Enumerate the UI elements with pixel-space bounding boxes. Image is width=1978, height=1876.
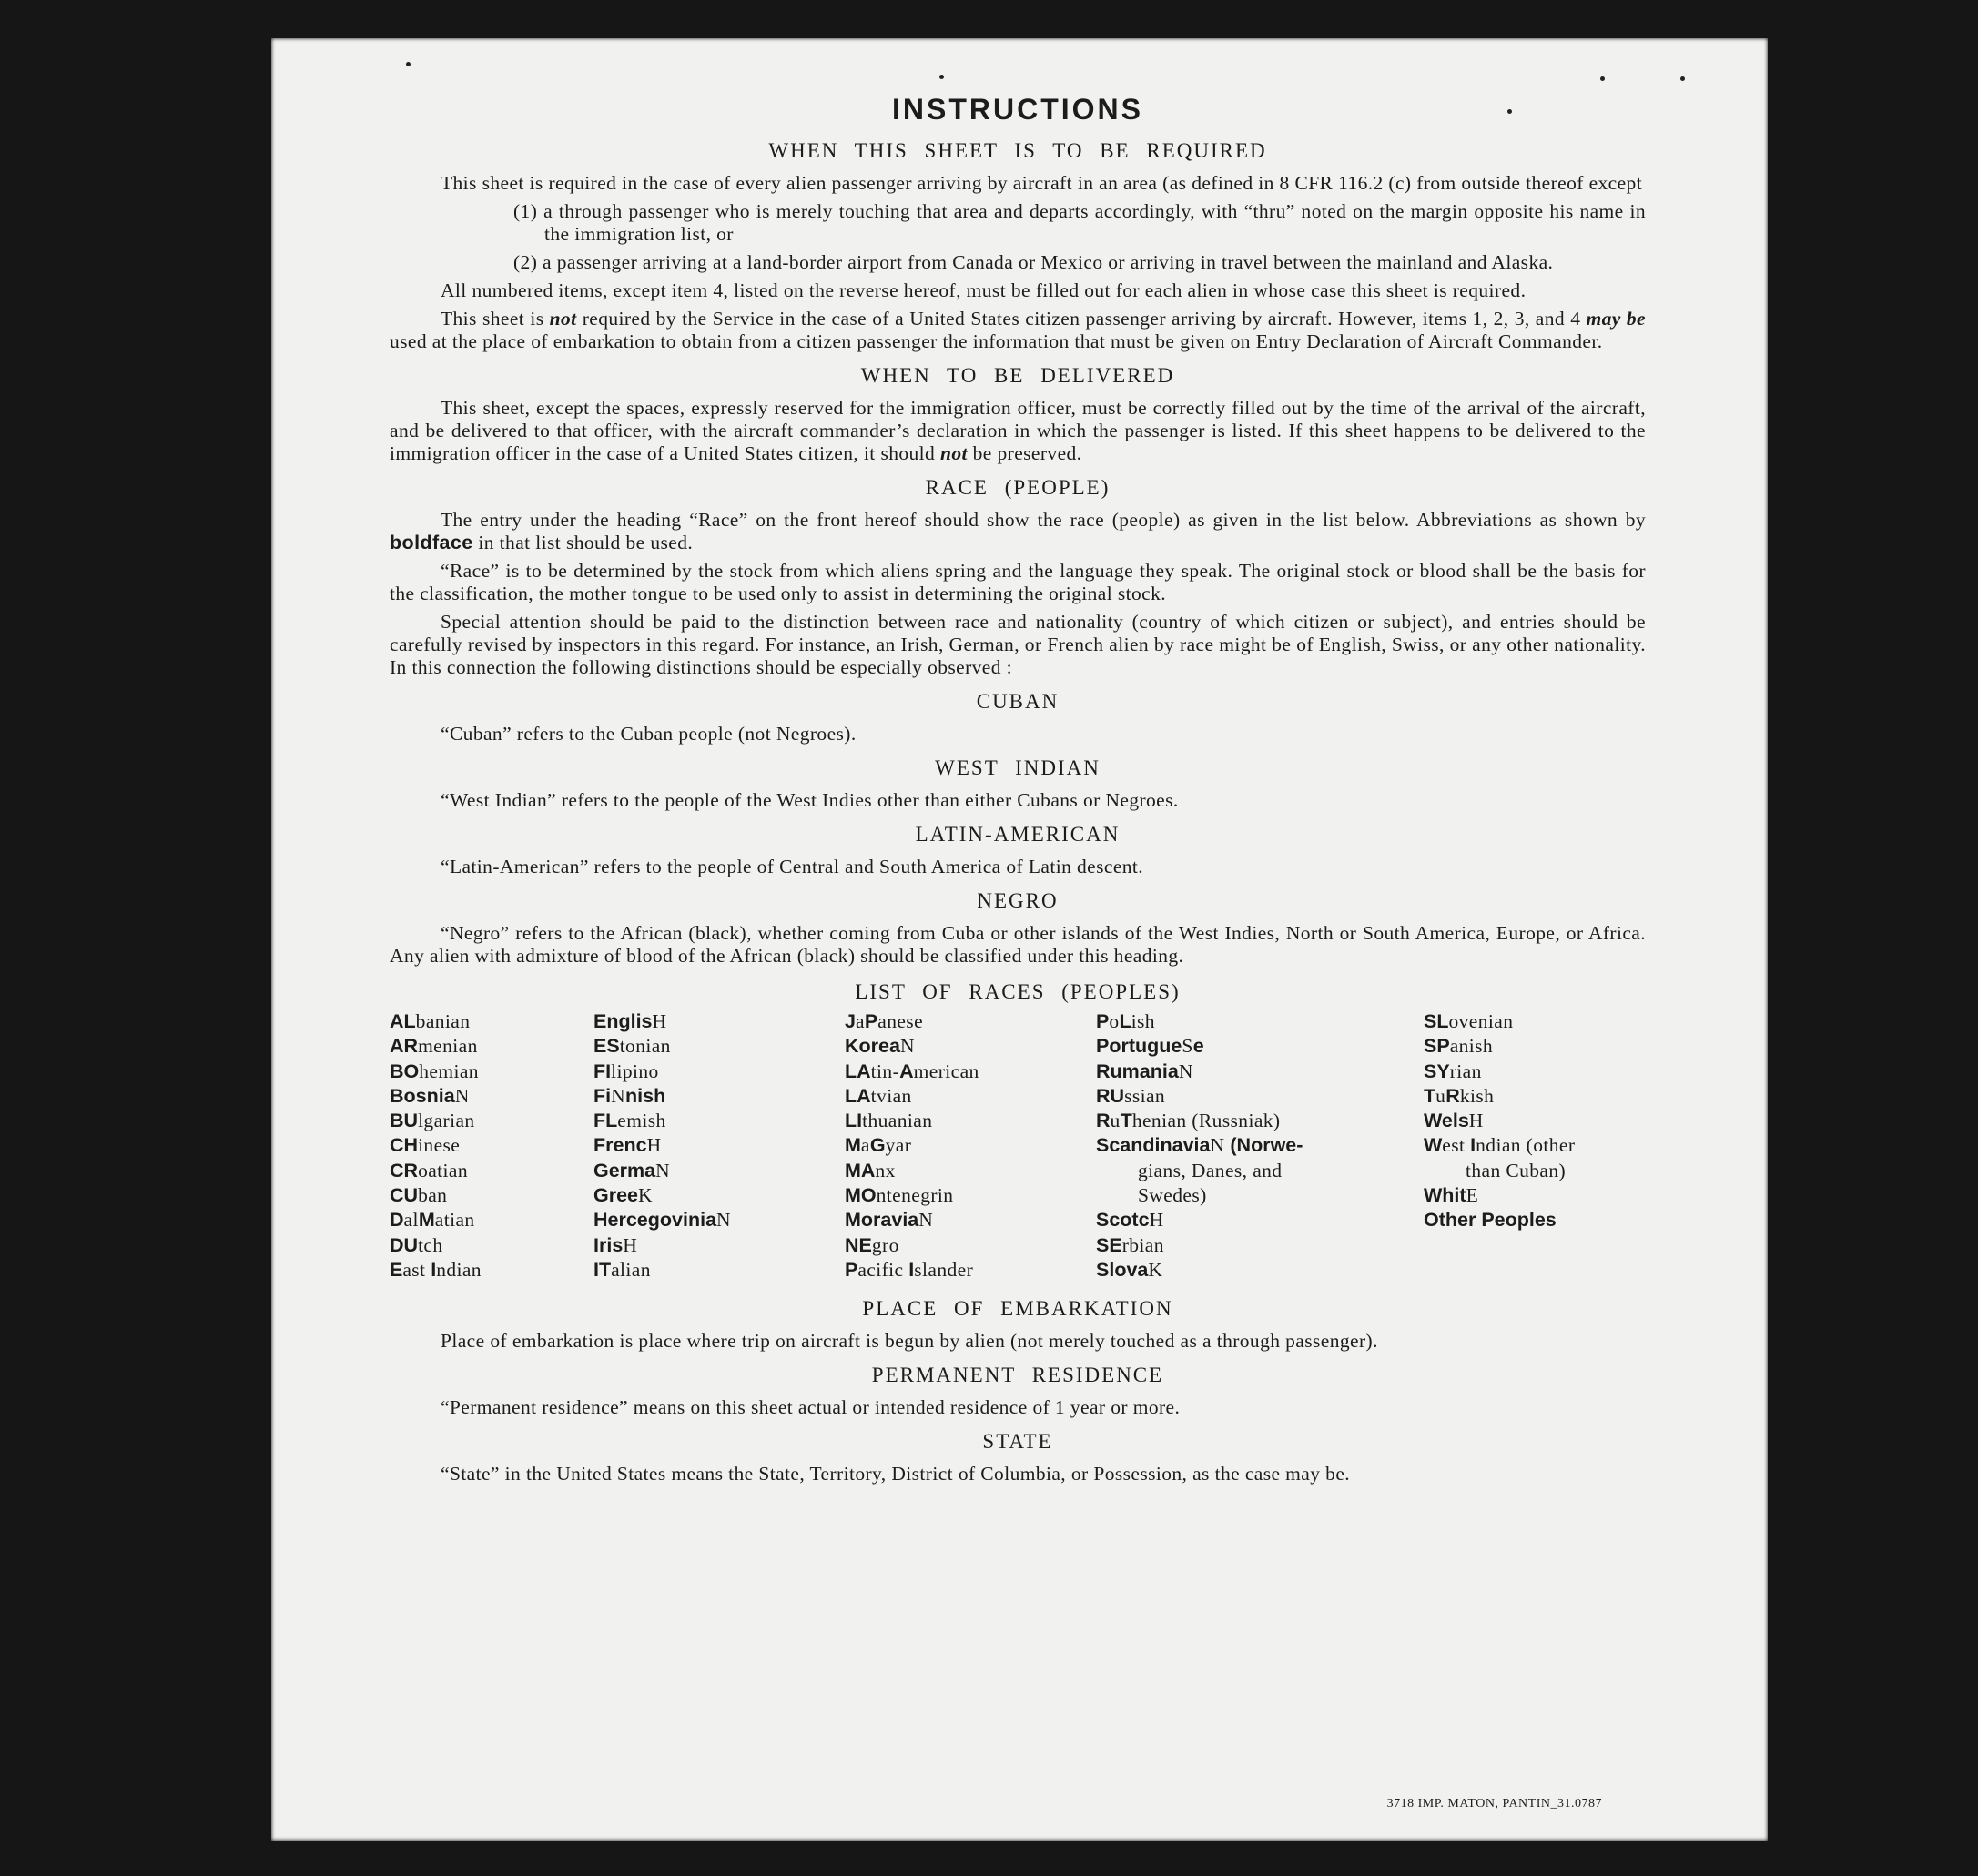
race-text: acific	[857, 1258, 909, 1281]
race-entry	[1424, 1183, 1575, 1208]
race-entry	[1096, 1258, 1303, 1283]
race-entry	[1424, 1060, 1575, 1084]
race-abbrev: R	[1096, 1110, 1111, 1132]
race-text: henian (Russniak)	[1131, 1110, 1281, 1132]
race-text: ntenegrin	[876, 1184, 954, 1207]
heading-negro: NEGRO	[977, 889, 1059, 912]
race-abbrev: P	[864, 1010, 878, 1032]
race-entry	[845, 1233, 979, 1258]
race-entry	[390, 1109, 482, 1133]
boldface-word: boldface	[390, 532, 473, 553]
race-text: ast	[402, 1258, 431, 1281]
races-list	[390, 1009, 1646, 1286]
race-text: est	[1442, 1134, 1471, 1157]
race-abbrev: L	[1119, 1010, 1131, 1032]
race-text: u	[1110, 1110, 1121, 1132]
race-abbrev: FI	[593, 1060, 612, 1082]
race-entry	[593, 1159, 731, 1183]
punch-mark	[406, 62, 411, 66]
race-entry	[845, 1208, 979, 1232]
emphasis-not: not	[939, 442, 968, 464]
punch-mark	[939, 75, 944, 79]
printer-imprint: 3718 IMP. MATON, PANTIN_31.0787	[1386, 1797, 1602, 1810]
race-abbrev: W	[1424, 1134, 1443, 1157]
race-text: Swedes)	[1138, 1184, 1207, 1207]
race-entry	[845, 1084, 979, 1109]
race-entry	[1096, 1208, 1303, 1232]
emphasis-not: not	[549, 308, 577, 330]
race-abbrev: G	[869, 1134, 886, 1157]
race-text: kish	[1459, 1084, 1495, 1107]
race-text: than Cuban)	[1466, 1159, 1567, 1181]
race-entry	[1424, 1034, 1575, 1059]
race-entry	[593, 1060, 731, 1084]
race-abbrev: Slova	[1096, 1258, 1149, 1281]
race-entry	[1424, 1109, 1575, 1133]
race-abbrev: BO	[390, 1060, 420, 1082]
race-text: H	[1149, 1209, 1164, 1232]
race-abbrev: NE	[845, 1233, 872, 1256]
race-abbrev: Moravia	[845, 1209, 919, 1232]
race-abbrev: D	[390, 1209, 404, 1232]
punch-mark	[1680, 76, 1685, 81]
race-abbrev: BU	[390, 1110, 419, 1132]
emphasis-may-be: may be	[1586, 308, 1646, 330]
race-entry	[390, 1233, 482, 1258]
races-column-5	[1424, 1009, 1575, 1233]
race-entry	[1096, 1183, 1303, 1208]
race-entry	[1424, 1084, 1575, 1109]
race-abbrev: P	[1096, 1010, 1110, 1032]
paragraph-required-2: All numbered items, except item 4, listed on the reverse hereof, must be filled out for each alien in whose case this sheet is required.	[441, 279, 1527, 301]
race-abbrev: Gree	[593, 1184, 639, 1207]
race-abbrev: Portugue	[1096, 1035, 1182, 1058]
race-text: tch	[418, 1233, 443, 1256]
race-abbrev: e	[1192, 1035, 1204, 1058]
race-entry	[390, 1060, 482, 1084]
race-text: E	[1466, 1184, 1479, 1207]
race-text: K	[638, 1184, 653, 1207]
race-abbrev: Wels	[1424, 1110, 1469, 1132]
paragraph-text: be preserved.	[967, 442, 1082, 464]
paragraph-race-1	[390, 509, 1646, 554]
race-abbrev: DU	[390, 1233, 419, 1256]
race-text: inese	[418, 1134, 461, 1157]
race-text: N	[1178, 1060, 1193, 1082]
race-text: al	[403, 1209, 419, 1232]
race-text: alian	[611, 1258, 651, 1281]
paragraph-state: “State” in the United States means the State, Territory, District of Columbia, or Possession, as the case may be.	[441, 1463, 1351, 1485]
race-text: N	[1210, 1134, 1225, 1157]
race-text: gians, Danes, and	[1138, 1159, 1283, 1181]
race-abbrev: Rumania	[1096, 1060, 1179, 1082]
race-text: ndian	[436, 1258, 482, 1281]
race-entry	[1096, 1060, 1303, 1084]
paragraph-text: This sheet, except the spaces, expressly reserved for the immigration officer, must be correctly filled out by the time of the arrival of the aircraft, and be delivered to that officer, with the aircraft commander’s declaration in which the passenger is listed. If this sheet happens to be delivered to the immigration officer in the case of a United States citizen, it should	[390, 397, 1646, 464]
heading-cuban: CUBAN	[976, 690, 1060, 713]
race-entry	[845, 1183, 979, 1208]
race-text: banian	[415, 1010, 471, 1032]
paragraph-text: required by the Service in the case of a United States citizen passenger arriving by aircraft. However, items 1, 2, 3, and 4	[576, 308, 1587, 330]
race-entry	[1096, 1034, 1303, 1059]
race-abbrev: I	[431, 1258, 437, 1281]
race-entry	[845, 1258, 979, 1283]
race-text: N	[716, 1209, 731, 1232]
race-entry	[593, 1208, 731, 1232]
race-abbrev: RU	[1096, 1084, 1125, 1107]
race-abbrev: Fi	[593, 1084, 612, 1107]
race-entry	[390, 1159, 482, 1183]
race-text: merican	[913, 1060, 979, 1082]
races-column-4	[1096, 1009, 1303, 1283]
race-text: H	[646, 1134, 662, 1157]
race-text: ndian (other	[1476, 1134, 1576, 1157]
race-entry	[593, 1084, 731, 1109]
race-entry	[1424, 1009, 1575, 1034]
race-text: anish	[1449, 1035, 1494, 1058]
races-column-1	[390, 1009, 482, 1283]
race-abbrev: Germa	[593, 1159, 656, 1181]
race-text: N	[899, 1035, 915, 1058]
race-abbrev: MA	[845, 1159, 876, 1181]
race-entry	[1096, 1159, 1303, 1183]
paragraph-cuban: “Cuban” refers to the Cuban people (not Negroes).	[441, 723, 857, 745]
race-entry	[390, 1258, 482, 1283]
race-abbrev: J	[845, 1010, 856, 1032]
race-text: yar	[885, 1134, 912, 1157]
race-entry	[390, 1183, 482, 1208]
paragraph-text: used at the place of embarkation to obtain from a citizen passenger the information that must be given on Entry Declaration of Aircraft Commander.	[390, 330, 1603, 352]
heading-when-delivered: WHEN TO BE DELIVERED	[860, 364, 1175, 387]
race-entry	[593, 1258, 731, 1283]
race-text: lgarian	[418, 1110, 475, 1132]
race-abbrev: SY	[1424, 1060, 1450, 1082]
race-abbrev: LA	[845, 1084, 871, 1107]
paragraph-text: in that list should be used.	[472, 532, 694, 553]
exception-item-1: (1) a through passenger who is merely touching that area and departs accordingly, with “thru” noted on the margin opposite his name in the immigration list, or	[513, 200, 1646, 245]
race-text: slander	[914, 1258, 974, 1281]
paragraph-race-2: “Race” is to be determined by the stock from which aliens spring and the language they speak. The original stock or blood shall be the basis for the classification, the mother tongue to be used only to assist in determining the original stock.	[390, 560, 1646, 604]
race-text: u	[1435, 1084, 1446, 1107]
race-abbrev: FL	[593, 1110, 618, 1132]
race-text: emish	[617, 1110, 666, 1132]
race-entry	[1424, 1159, 1575, 1183]
race-text: a	[855, 1010, 865, 1032]
race-text: lipino	[611, 1060, 659, 1082]
race-entry	[1424, 1208, 1575, 1232]
race-entry	[1424, 1133, 1575, 1158]
race-abbrev: Whit	[1424, 1184, 1466, 1207]
race-text: nx	[875, 1159, 896, 1181]
paragraph-text: This sheet is	[441, 308, 550, 330]
race-entry	[390, 1034, 482, 1059]
heading-race: RACE (PEOPLE)	[925, 476, 1111, 499]
race-abbrev: CU	[390, 1184, 419, 1207]
paragraph-required-1: This sheet is required in the case of every alien passenger arriving by aircraft in an area (as defined in 8 CFR 116.2 (c) from outside thereof except	[441, 172, 1643, 194]
race-entry	[593, 1183, 731, 1208]
race-text: anese	[877, 1010, 924, 1032]
paragraph-text: The entry under the heading “Race” on the front hereof should show the race (people) as given in the list below. Abbreviations as shown by	[441, 509, 1646, 531]
race-entry	[1096, 1084, 1303, 1109]
race-text: ish	[1131, 1010, 1155, 1032]
race-abbrev: AL	[390, 1010, 416, 1032]
races-column-2	[593, 1009, 731, 1283]
race-abbrev: LI	[845, 1110, 863, 1132]
race-text: N	[611, 1084, 626, 1107]
race-text: tonian	[619, 1035, 671, 1058]
race-entry	[845, 1133, 979, 1158]
paragraph-latin-american: “Latin-American” refers to the people of Central and South America of Latin descent.	[441, 856, 1144, 877]
race-abbrev: Bosnia	[390, 1084, 455, 1107]
race-entry	[390, 1133, 482, 1158]
race-entry	[593, 1009, 731, 1034]
race-text: S	[1182, 1035, 1193, 1058]
punch-mark	[1600, 76, 1605, 81]
race-abbrev: I	[908, 1258, 915, 1281]
race-text: o	[1109, 1010, 1120, 1032]
race-abbrev: E	[390, 1258, 403, 1281]
race-text: H	[652, 1010, 667, 1032]
race-entry	[390, 1208, 482, 1232]
race-abbrev: P	[845, 1258, 858, 1281]
exception-item-2: (2) a passenger arriving at a land-border airport from Canada or Mexico or arriving in travel between the mainland and Alaska.	[513, 251, 1554, 273]
race-text: rian	[1449, 1060, 1482, 1082]
race-abbrev: R	[1445, 1084, 1460, 1107]
heading-when-required: WHEN THIS SHEET IS TO BE REQUIRED	[768, 139, 1267, 162]
race-abbrev: Scotc	[1096, 1209, 1150, 1232]
race-entry	[390, 1009, 482, 1034]
race-abbrev: A	[899, 1060, 914, 1082]
race-text: rbian	[1121, 1233, 1164, 1256]
heading-list-of-races: LIST OF RACES (PEOPLES)	[855, 980, 1181, 1003]
race-abbrev: SE	[1096, 1233, 1122, 1256]
race-text: a	[860, 1134, 870, 1157]
heading-west-indian: WEST INDIAN	[935, 756, 1101, 779]
race-abbrev: Englis	[593, 1010, 653, 1032]
race-abbrev: MO	[845, 1184, 877, 1207]
race-text: K	[1148, 1258, 1163, 1281]
race-abbrev: Korea	[845, 1035, 900, 1058]
race-abbrev: M	[418, 1209, 435, 1232]
paragraph-embarkation: Place of embarkation is place where trip on aircraft is begun by alien (not merely touched as a through passenger).	[441, 1330, 1378, 1352]
heading-latin-american: LATIN-AMERICAN	[915, 823, 1121, 846]
race-abbrev: SL	[1424, 1010, 1449, 1032]
race-entry	[593, 1034, 731, 1059]
race-text: tin-	[870, 1060, 900, 1082]
race-abbrev: IT	[593, 1258, 612, 1281]
race-entry	[593, 1109, 731, 1133]
race-entry	[845, 1034, 979, 1059]
race-text: gro	[871, 1233, 899, 1256]
race-entry	[1096, 1009, 1303, 1034]
race-text: N	[454, 1084, 470, 1107]
document-title: INSTRUCTIONS	[892, 93, 1143, 126]
race-text: ovenian	[1448, 1010, 1514, 1032]
document-sheet	[271, 38, 1768, 1841]
paragraph-negro: “Negro” refers to the African (black), whether coming from Cuba or other islands of the West Indies, North or South America, Europe, or Africa. Any alien with admixture of blood of the African (black) should be classified under this heading.	[390, 922, 1646, 967]
heading-permanent-residence: PERMANENT RESIDENCE	[871, 1364, 1164, 1386]
race-text: H	[623, 1233, 638, 1256]
race-abbrev: AR	[390, 1035, 419, 1058]
document-content	[390, 93, 1646, 1491]
paragraph-required-3	[390, 308, 1646, 353]
race-abbrev: Scandinavia	[1096, 1134, 1211, 1157]
race-entry	[845, 1109, 979, 1133]
heading-place-of-embarkation: PLACE OF EMBARKATION	[862, 1297, 1173, 1320]
race-entry	[1096, 1233, 1303, 1258]
races-column-3	[845, 1009, 979, 1283]
race-text: ssian	[1124, 1084, 1166, 1107]
race-text: hemian	[419, 1060, 479, 1082]
race-abbrev: SP	[1424, 1035, 1450, 1058]
race-abbrev: nish	[625, 1084, 666, 1107]
paragraph-delivered	[390, 397, 1646, 465]
race-text: N	[918, 1209, 934, 1232]
race-abbrev: Hercegovinia	[593, 1209, 717, 1232]
heading-state: STATE	[982, 1430, 1053, 1453]
race-entry	[845, 1159, 979, 1183]
race-abbrev: CR	[390, 1159, 419, 1181]
race-abbrev: Iris	[593, 1233, 624, 1256]
race-abbrev: M	[845, 1134, 861, 1157]
race-abbrev: CH	[390, 1134, 419, 1157]
race-entry	[593, 1233, 731, 1258]
race-entry	[845, 1009, 979, 1034]
paragraph-race-3: Special attention should be paid to the distinction between race and nationality (country of which citizen or subject), and entries should be carefully revised by inspectors in this regard. For instance, an Irish, German, or French alien by race might be of English, Swiss, or any other nationality. In this connection the following distinctions should be especially observed :	[390, 611, 1646, 678]
race-abbrev: Frenc	[593, 1134, 647, 1157]
race-abbrev: (Norwe-	[1224, 1134, 1303, 1157]
race-text: tvian	[870, 1084, 912, 1107]
race-entry	[593, 1133, 731, 1158]
race-abbrev: T	[1120, 1110, 1132, 1132]
race-abbrev: LA	[845, 1060, 871, 1082]
race-text: atian	[434, 1209, 475, 1232]
race-text: H	[1468, 1110, 1484, 1132]
paragraph-permanent-residence: “Permanent residence” means on this sheet actual or intended residence of 1 year or more.	[441, 1396, 1181, 1418]
race-text: ban	[418, 1184, 448, 1207]
race-abbrev: ES	[593, 1035, 620, 1058]
race-text: thuanian	[862, 1110, 933, 1132]
race-text: menian	[418, 1035, 478, 1058]
race-entry	[1096, 1109, 1303, 1133]
race-name: Other Peoples	[1424, 1209, 1557, 1232]
punch-mark	[1507, 109, 1512, 114]
race-text: oatian	[418, 1159, 468, 1181]
race-entry	[1096, 1133, 1303, 1158]
race-abbrev: T	[1424, 1084, 1436, 1107]
race-entry	[845, 1060, 979, 1084]
paragraph-west-indian: “West Indian” refers to the people of the West Indies other than either Cubans or Negroes.	[441, 789, 1179, 811]
race-text: N	[655, 1159, 671, 1181]
race-abbrev: I	[1470, 1134, 1476, 1157]
race-entry	[390, 1084, 482, 1109]
